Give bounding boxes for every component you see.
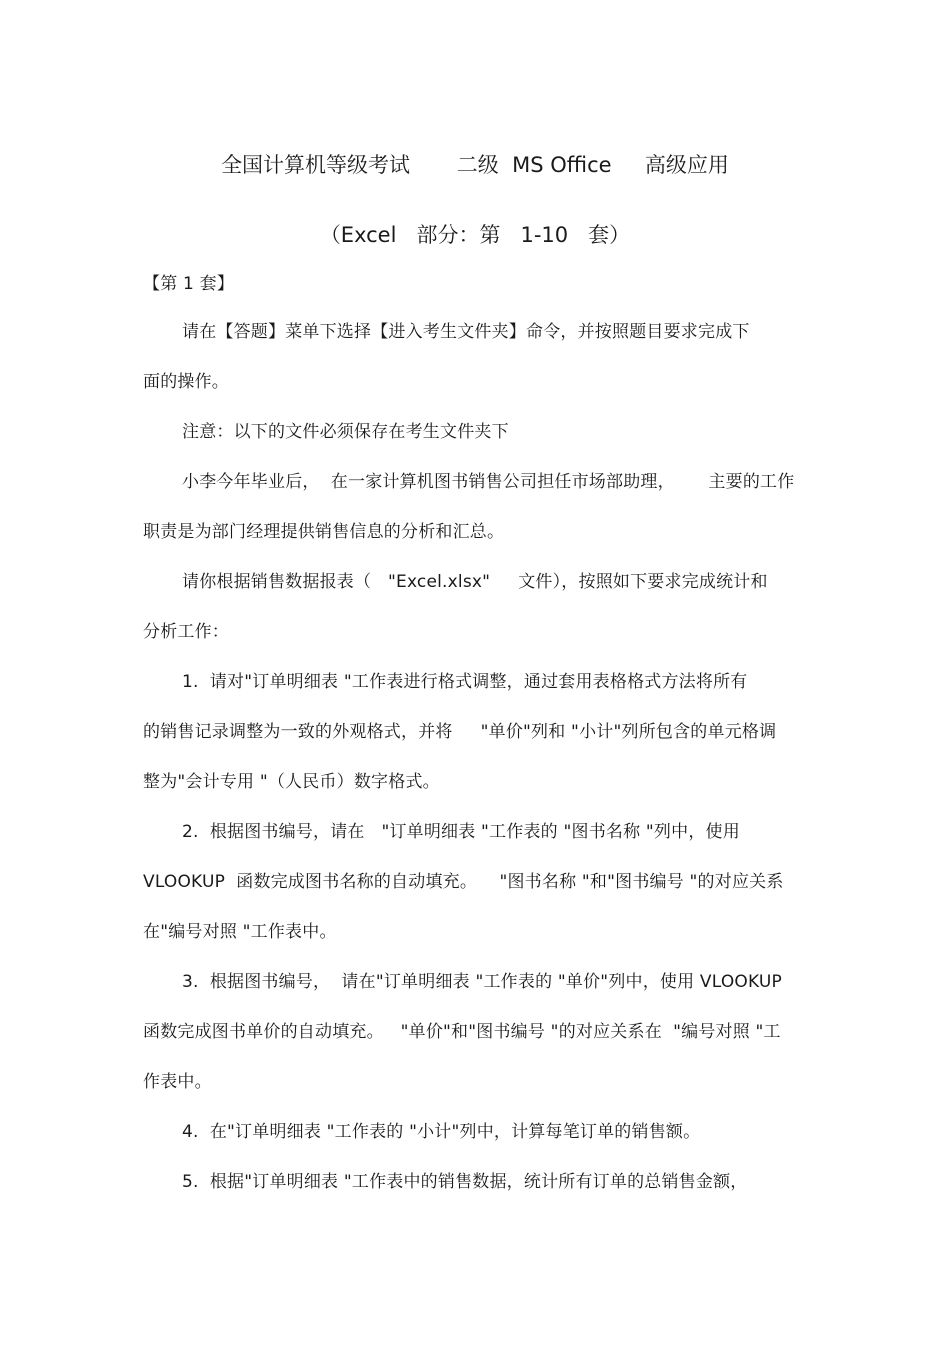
document-subtitle: （Excel 部分：第 1-10 套） <box>319 223 631 247</box>
paragraph-line: 注意：以下的文件必须保存在考生文件夹下 <box>182 422 509 442</box>
paragraph-line: 整为"会计专用 "（人民币）数字格式。 <box>143 772 440 792</box>
paragraph-line: 分析工作： <box>143 622 229 642</box>
paragraph-line: 3. 根据图书编号， 请在"订单明细表 "工作表的 "单价"列中，使用 VLOOKUP <box>182 972 782 992</box>
paragraph-line: 请在【答题】菜单下选择【进入考生文件夹】命令，并按照题目要求完成下 <box>182 322 750 342</box>
paragraph-line: 职责是为部门经理提供销售信息的分析和汇总。 <box>143 522 505 542</box>
paragraph-line: 5. 根据"订单明细表 "工作表中的销售数据，统计所有订单的总销售金额， <box>182 1172 748 1192</box>
paragraph-line: VLOOKUP 函数完成图书名称的自动填充。 "图书名称 "和"图书编号 "的对应关系 <box>143 872 784 892</box>
paragraph-line: 小李今年毕业后， 在一家计算机图书销售公司担任市场部助理， 主要的工作 <box>182 472 795 492</box>
paragraph-line: 面的操作。 <box>143 372 229 392</box>
document-title: 全国计算机等级考试 二级 MS Office 高级应用 <box>221 153 729 177</box>
paragraph-line: 作表中。 <box>143 1072 212 1092</box>
paragraph-line: 函数完成图书单价的自动填充。 "单价"和"图书编号 "的对应关系在 "编号对照 "工 <box>143 1022 781 1042</box>
paragraph-line: 的销售记录调整为一致的外观格式，并将 "单价"列和 "小计"列所包含的单元格调 <box>143 722 777 742</box>
paragraph-line: 在"编号对照 "工作表中。 <box>143 922 337 942</box>
paragraph-line: 4. 在"订单明细表 "工作表的 "小计"列中，计算每笔订单的销售额。 <box>182 1122 701 1142</box>
paragraph-line: 1. 请对"订单明细表 "工作表进行格式调整，通过套用表格格式方法将所有 <box>182 672 748 692</box>
section-heading: 【第 1 套】 <box>143 274 235 294</box>
paragraph-line: 2. 根据图书编号，请在 "订单明细表 "工作表的 "图书名称 "列中，使用 <box>182 822 740 842</box>
paragraph-line: 请你根据销售数据报表（ "Excel.xlsx" 文件），按照如下要求完成统计和 <box>182 572 768 592</box>
